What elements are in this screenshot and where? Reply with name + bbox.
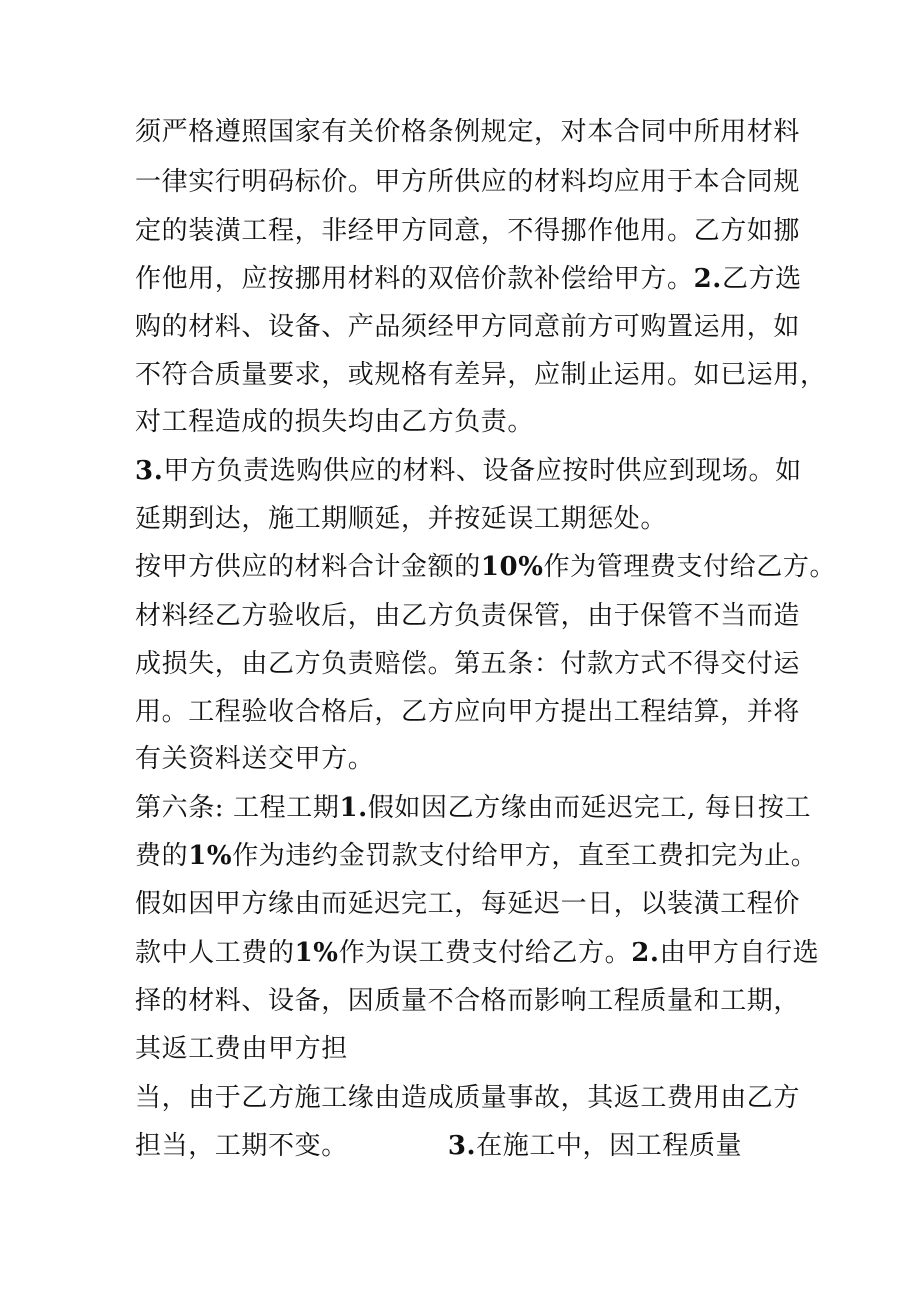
text-line-18: 款中人工费的1%作为误工费支付给乙方。2.由甲方自行选 bbox=[135, 938, 820, 968]
text-line-5: 购的材料、设备、产品须经甲方同意前方可购置运用，如 bbox=[135, 312, 801, 342]
text-line-9: 延期到达，施工期顺延，并按延误工期惩处。 bbox=[135, 504, 668, 534]
text-line-11: 材料经乙方验收后，由乙方负责保管，由于保管不当而造 bbox=[135, 601, 801, 631]
text-line-19: 择的材料、设备，因质量不合格而影响工程质量和工期， bbox=[135, 986, 801, 1016]
text-line-21: 当，由于乙方施工缘由造成质量事故，其返工费用由乙方 bbox=[135, 1083, 801, 1113]
text-line-13: 用。工程验收合格后，乙方应向甲方提出工程结算，并将 bbox=[135, 697, 801, 727]
text-line-3: 定的装潢工程，非经甲方同意，不得挪作他用。乙方如挪 bbox=[135, 216, 801, 246]
text-line-4: 作他用，应按挪用材料的双倍价款补偿给甲方。2.乙方选 bbox=[135, 264, 802, 294]
text-line-1: 须严格遵照国家有关价格条例规定，对本合同中所用材料 bbox=[135, 117, 801, 147]
text-line-12: 成损失，由乙方负责赔偿。第五条：付款方式不得交付运 bbox=[135, 649, 801, 679]
text-line-14: 有关资料送交甲方。 bbox=[135, 744, 375, 774]
text-line-8: 3.甲方负责选购供应的材料、设备应按时供应到现场。如 bbox=[135, 456, 802, 486]
text-line-7: 对工程造成的损失均由乙方负责。 bbox=[135, 407, 535, 437]
text-line-10: 按甲方供应的材料合计金额的10%作为管理费支付给乙方。 bbox=[135, 552, 837, 582]
text-line-20: 其返工费由甲方担 bbox=[135, 1034, 348, 1064]
text-line-6: 不符合质量要求，或规格有差异，应制止运用。如已运用， bbox=[135, 360, 827, 390]
text-line-22: 担当，工期不变。 3.在施工中，因工程质量 bbox=[135, 1131, 743, 1161]
text-line-2: 一律实行明码标价。甲方所供应的材料均应用于本合同规 bbox=[135, 167, 801, 197]
text-line-17: 假如因甲方缘由而延迟完工，每延迟一日，以装潢工程价 bbox=[135, 889, 801, 919]
text-line-16: 费的1%作为违约金罚款支付给甲方，直至工费扣完为止。 bbox=[135, 841, 818, 871]
text-line-15: 第六条: 工程工期1.假如因乙方缘由而延迟完工, 每日按工 bbox=[135, 793, 812, 823]
